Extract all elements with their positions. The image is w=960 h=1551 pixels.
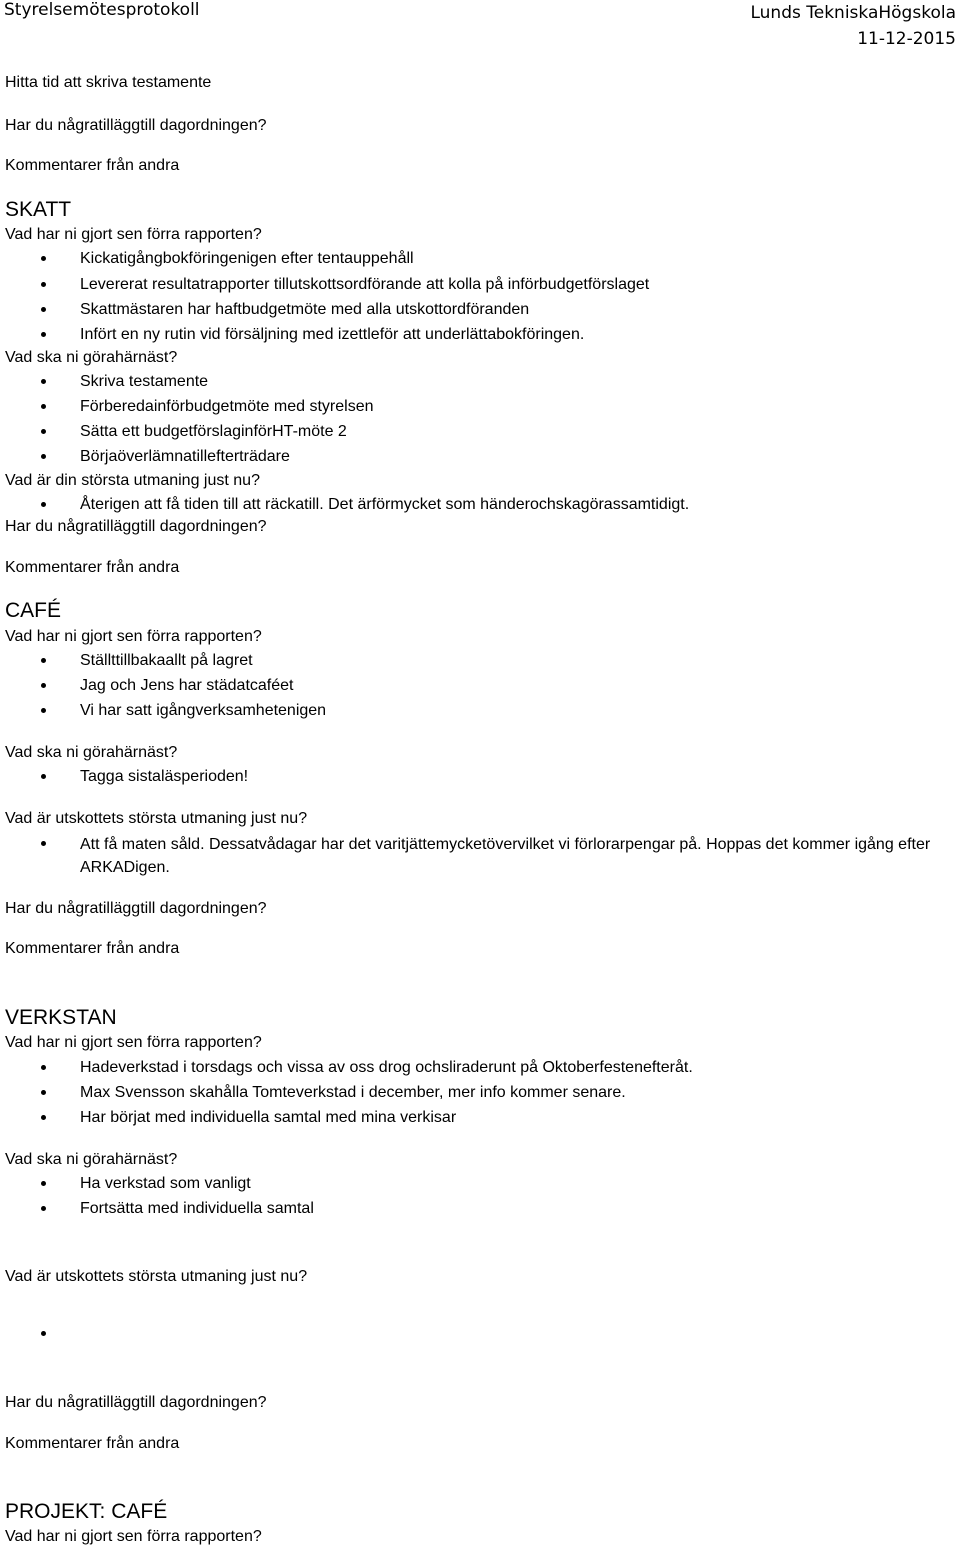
comments-label: Kommentarer från andra — [5, 940, 180, 957]
list-item: Återigen att få tiden till att räckatill. Det ärförmycket som händerochskagörassamtidigt. — [80, 496, 690, 513]
agenda-question: Har du någratilläggtill dagordningen? — [5, 518, 267, 535]
meeting-date: 11-12-2015 — [857, 29, 956, 49]
bullet-icon — [41, 282, 46, 287]
organization-name: Lunds TekniskaHögskola — [750, 3, 956, 23]
list-item: Hadeverkstad i torsdags och vissa av oss drog ochsliraderunt på Oktoberfestenefteråt. — [80, 1059, 693, 1076]
bullet-icon — [41, 1181, 46, 1186]
list-item: Jag och Jens har städatcaféet — [80, 677, 294, 694]
agenda-question: Har du någratilläggtill dagordningen? — [5, 1394, 267, 1411]
bullet-icon — [41, 1115, 46, 1120]
intro-item: Hitta tid att skriva testamente — [5, 74, 212, 91]
bullet-icon — [41, 841, 46, 846]
page-header — [0, 0, 960, 50]
bullet-icon — [41, 379, 46, 384]
list-item: Ställttillbakaallt på lagret — [80, 652, 253, 669]
question-next: Vad ska ni görahärnäst? — [5, 744, 178, 761]
question-challenge: Vad är utskottets största utmaning just nu? — [5, 810, 308, 827]
agenda-question: Har du någratilläggtill dagordningen? — [5, 117, 267, 134]
section-title-skatt: SKATT — [5, 198, 72, 221]
bullet-icon — [41, 683, 46, 688]
question-done: Vad har ni gjort sen förra rapporten? — [5, 628, 262, 645]
agenda-question: Har du någratilläggtill dagordningen? — [5, 900, 267, 917]
list-item: Kickatigångbokföringenigen efter tentauppehåll — [80, 250, 414, 267]
bullet-icon — [41, 332, 46, 337]
section-title-projekt: PROJEKT: CAFÉ — [5, 1500, 168, 1523]
list-item: Infört en ny rutin vid försäljning med izettleför att underlättabokföringen. — [80, 326, 585, 343]
comments-label: Kommentarer från andra — [5, 1435, 180, 1452]
bullet-icon — [41, 307, 46, 312]
question-challenge: Vad är din största utmaning just nu? — [5, 472, 260, 489]
bullet-icon — [41, 502, 46, 507]
bullet-icon — [41, 256, 46, 261]
list-item: Ha verkstad som vanligt — [80, 1175, 251, 1192]
header-meta — [750, 0, 956, 52]
comments-label: Kommentarer från andra — [5, 559, 180, 576]
list-item: Att få maten såld. Dessatvådagar har det varitjättemycketövervilket vi förlorarpengar på. Hoppas det kommer igång efter ARKADigen. — [80, 836, 931, 876]
list-item: Börjaöverlämnatillefterträdare — [80, 448, 290, 465]
section-title-verkstan: VERKSTAN — [5, 1006, 117, 1029]
document-title: Styrelsemötesprotokoll — [4, 0, 200, 20]
list-item: Max Svensson skahålla Tomteverkstad i december, mer info kommer senare. — [80, 1084, 626, 1101]
bullet-icon — [41, 658, 46, 663]
bullet-icon — [41, 1206, 46, 1211]
question-next: Vad ska ni görahärnäst? — [5, 1151, 178, 1168]
bullet-icon — [41, 429, 46, 434]
question-next: Vad ska ni görahärnäst? — [5, 349, 178, 366]
bullet-icon — [41, 404, 46, 409]
list-item: Skattmästaren har haftbudgetmöte med alla utskottordföranden — [80, 301, 530, 318]
question-done: Vad har ni gjort sen förra rapporten? — [5, 1528, 262, 1545]
comments-label: Kommentarer från andra — [5, 157, 180, 174]
question-challenge: Vad är utskottets största utmaning just nu? — [5, 1268, 308, 1285]
question-done: Vad har ni gjort sen förra rapporten? — [5, 1034, 262, 1051]
bullet-icon — [41, 1331, 46, 1336]
list-item: Tagga sistaläsperioden! — [80, 768, 249, 785]
list-item: Vi har satt igångverksamhetenigen — [80, 702, 327, 719]
list-item: Skriva testamente — [80, 373, 209, 390]
bullet-icon — [41, 708, 46, 713]
list-item: Har börjat med individuella samtal med mina verkisar — [80, 1109, 457, 1126]
bullet-icon — [41, 774, 46, 779]
list-item: Sätta ett budgetförslaginförHT-möte 2 — [80, 423, 347, 440]
list-item: Levererat resultatrapporter tillutskottsordförande att kolla på införbudgetförslaget — [80, 276, 650, 293]
section-title-cafe: CAFÉ — [5, 599, 62, 622]
list-item: Förberedainförbudgetmöte med styrelsen — [80, 398, 374, 415]
list-item: Fortsätta med individuella samtal — [80, 1200, 314, 1217]
bullet-icon — [41, 1090, 46, 1095]
bullet-icon — [41, 454, 46, 459]
bullet-icon — [41, 1065, 46, 1070]
question-done: Vad har ni gjort sen förra rapporten? — [5, 226, 262, 243]
